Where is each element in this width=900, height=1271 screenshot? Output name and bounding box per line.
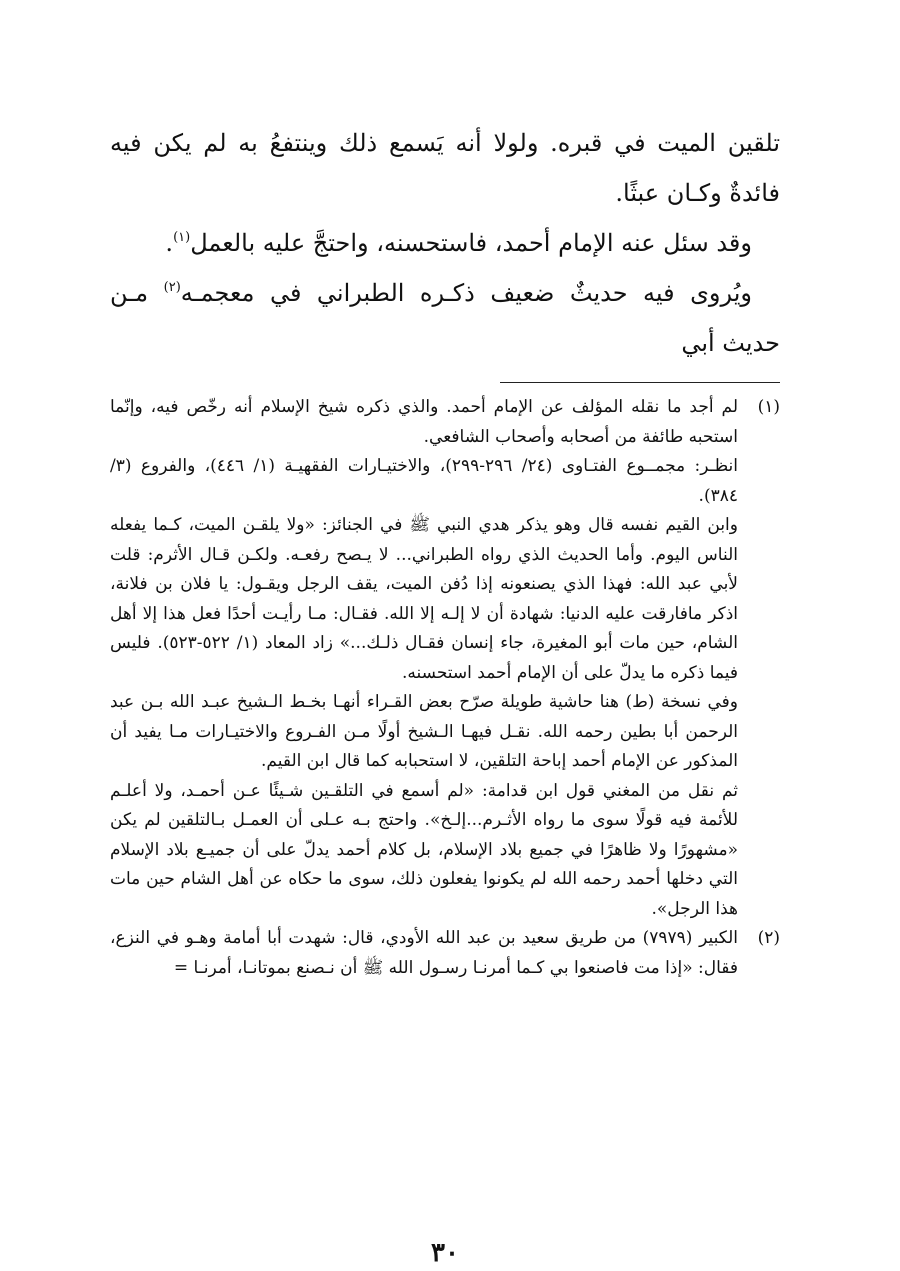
- book-page: [110, 118, 780, 1268]
- footnotes-section: [110, 393, 780, 983]
- body-paragraph-3-tail: مـن حديث أبي: [110, 279, 780, 357]
- footnote-ref-1[interactable]: (١): [173, 230, 191, 245]
- footnote-2-paragraph-1: الكبير (٧٩٧٩) من طريق سعيد بن عبد الله الأودي، قال: شهدت أبا أمامة وهـو في النزع، فقال: «إذا مت فاصنعوا بي كـما أمرنـا رسـول الله ﷺ أن نـصنع بموتانـا، أمرنـا =: [110, 928, 739, 978]
- footnote-1-paragraph-2: انظـر: مجمــوع الفتـاوى (٢٤/ ٢٩٦-٢٩٩)، والاختيـارات الفقهيـة (١/ ٤٤٦)، والفروع (٣/ ٣٨٤).: [110, 456, 738, 506]
- footnote-1-paragraph-4: وفي نسخة (ط) هنا حاشية طويلة صرّح بعض القـراء أنهـا بخـط الـشيخ عبـد الله بـن عبد الرحمن أبا بطين رحمه الله. نقـل فيهـا الـشيخ أولًا مـن الفـروع والاختيـارات مـا يفيد أن المذكور عن الإمام أحمد إباحة التلقين، لا استحبابه كما قال ابن القيم.: [110, 692, 738, 771]
- footnote-1-number: (١): [757, 397, 780, 417]
- page-number: ٣٠: [431, 1238, 459, 1268]
- footnote-separator: [500, 382, 780, 383]
- body-paragraph-2-text: وقد سئل عنه الإمام أحمد، فاستحسنه، واحتجَّ عليه بالعمل: [190, 229, 752, 257]
- body-paragraph-1-text: تلقين الميت في قبره. ولولا أنه يَسمع ذلك وينتفعُ به لم يكن فيه فائدةٌ وكـان عبثًا.: [110, 129, 780, 207]
- footnote-1-paragraph-1: لم أجد ما نقله المؤلف عن الإمام أحمد. والذي ذكره شيخ الإسلام أنه رخّص فيه، وإنّما استحبه طائفة من أصحابه وأصحاب الشافعي.: [110, 397, 738, 447]
- body-paragraph-3: [110, 268, 780, 368]
- body-paragraph-2: [110, 218, 780, 268]
- body-paragraph-2-tail: .: [165, 229, 174, 257]
- footnote-2: [110, 924, 780, 983]
- body-paragraph-1: [110, 118, 780, 218]
- main-text: [110, 118, 780, 368]
- footnote-1-paragraph-5: ثم نقل من المغني قول ابن قدامة: «لم أسمع في التلقـين شـيئًا عـن أحمـد، ولا أعلـم للأئمة فيه قولًا سوى ما رواه الأثـرم...إلـخ». واحتج بـه عـلى أن العمـل بـالتلقين لم يكن «مشهورًا ولا ظاهرًا في جميع بلاد الإسلام، بل كلام أحمد يدلّ على أن جميـع بلاد الإسلام التي دخلها أحمد رحمه الله لم يكونوا يفعلون ذلك، سوى ما حكاه عن أهل الشام حين مات هذا الرجل».: [110, 780, 738, 919]
- footnote-2-number: (٢): [757, 928, 780, 948]
- footnote-1: [110, 393, 780, 924]
- footnote-ref-2[interactable]: (٢): [163, 280, 181, 295]
- body-paragraph-3-text: ويُروى فيه حديثٌ ضعيف ذكـره الطبراني في معجمـه: [180, 279, 752, 307]
- footnote-1-paragraph-3: وابن القيم نفسه قال وهو يذكر هدي النبي ﷺ في الجنائز: «ولا يلقـن الميت، كـما يفعله الناس اليوم. وأما الحديث الذي رواه الطبراني... لا يـصح رفعـه. ولكـن قـال الأثرم: قلت لأبي عبد الله: فهذا الذي يصنعونه إذا دُفن الميت، يقف الرجل ويقـول: يا فلان بن فلانة، اذكر مافارقت عليه الدنيا: شهادة أن لا إلـه إلا الله. فقـال: مـا رأيـت أحدًا فعل هذا إلا أهل الشام، حين مات أبو المغيرة، جاء إنسان فقـال ذلـك...» زاد المعاد (١/ ٥٢٢-٥٢٣). فليس فيما ذكره ما يدلّ على أن الإمام أحمد استحسنه.: [110, 515, 739, 683]
